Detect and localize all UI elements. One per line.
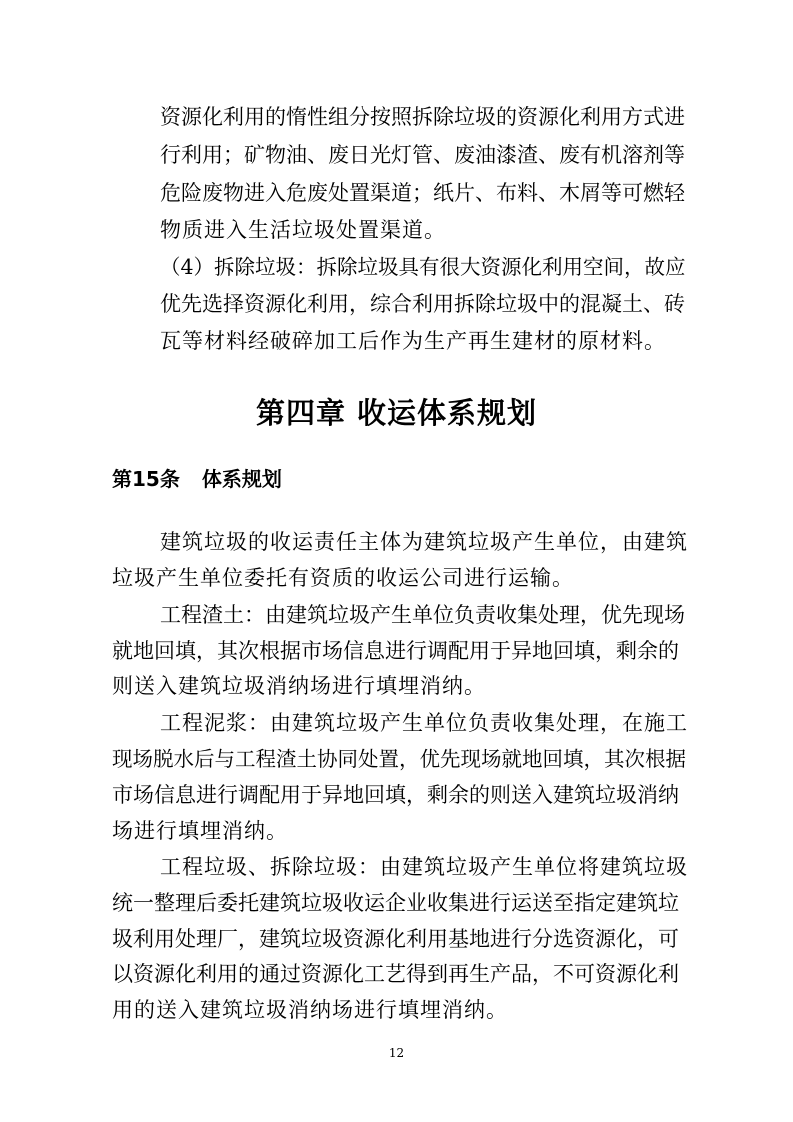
body-line-4: 就地回填，其次根据市场信息进行调配用于异地回填，剩余的 [112, 639, 679, 663]
article-heading [112, 464, 282, 494]
body-line-6: 工程泥浆：由建筑垃圾产生单位负责收集处理，在施工 [160, 711, 688, 735]
intro-line-4: 物质进入生活垃圾处置渠道。 [160, 218, 446, 242]
body-line-13: 以资源化利用的通过资源化工艺得到再生产品，不可资源化利 [112, 962, 679, 986]
body-line-11: 统一整理后委托建筑垃圾收运企业收集进行运送至指定建筑垃 [112, 891, 679, 915]
article-title: 体系规划 [201, 467, 282, 491]
intro-line-7: 瓦等材料经破碎加工后作为生产再生建材的原材料。 [160, 329, 666, 353]
chapter-title: 第四章 收运体系规划 [255, 396, 538, 430]
body-line-8: 市场信息进行调配用于异地回填，剩余的则送入建筑垃圾消纳 [112, 783, 679, 807]
body-line-2: 垃圾产生单位委托有资质的收运公司进行运输。 [112, 566, 574, 590]
body-line-7: 现场脱水后与工程渣土协同处置，优先现场就地回填，其次根据 [112, 747, 686, 771]
body-line-1: 建筑垃圾的收运责任主体为建筑垃圾产生单位，由建筑 [160, 530, 688, 554]
body-line-5: 则送入建筑垃圾消纳场进行填埋消纳。 [112, 674, 486, 698]
body-line-3: 工程渣土：由建筑垃圾产生单位负责收集处理，优先现场 [160, 603, 685, 627]
body-line-10: 工程垃圾、拆除垃圾：由建筑垃圾产生单位将建筑垃圾 [160, 855, 688, 879]
body-line-9: 场进行填埋消纳。 [112, 819, 288, 843]
article-number: 第15条 [112, 467, 180, 491]
intro-line-2: 行利用；矿物油、废日光灯管、废油漆渣、废有机溶剂等 [160, 143, 685, 167]
page-number: 12 [388, 1046, 405, 1060]
body-line-14: 用的送入建筑垃圾消纳场进行填埋消纳。 [112, 998, 508, 1022]
intro-line-5: （4）拆除垃圾：拆除垃圾具有很大资源化利用空间，故应 [160, 255, 686, 279]
intro-line-3: 危险废物进入危废处置渠道；纸片、布料、木屑等可燃轻 [160, 181, 685, 205]
intro-line-1: 资源化利用的惰性组分按照拆除垃圾的资源化利用方式进 [160, 105, 685, 129]
body-line-12: 圾利用处理厂，建筑垃圾资源化利用基地进行分选资源化，可 [112, 927, 679, 951]
intro-line-6: 优先选择资源化利用，综合利用拆除垃圾中的混凝土、砖 [160, 292, 685, 316]
